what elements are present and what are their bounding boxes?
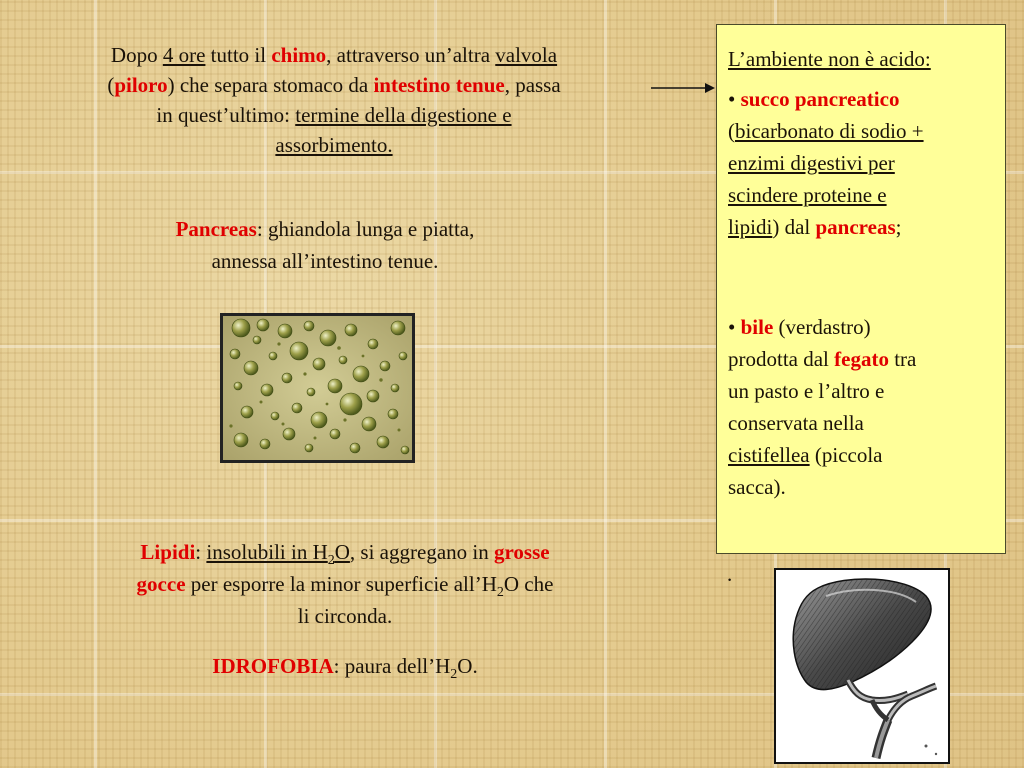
text-run: tutto il [205,43,272,67]
bullet1-line1 [728,83,995,115]
info-box-heading [728,43,995,75]
bullet2-line6 [728,471,995,503]
subscript: 2 [450,667,458,683]
text-run: , attraverso un’altra [326,43,496,67]
idrofobia-paragraph [100,650,590,682]
keyword-gocce: gocce [136,572,186,596]
text-run: ) che separa stomaco da [167,73,374,97]
lipid-line3 [40,600,650,632]
text-run [206,540,350,569]
text-run: : [195,540,207,564]
idrofobia-line [100,650,590,682]
text-run: li circonda. [297,604,393,628]
top-paragraph [14,40,654,160]
text-run: conservata nella [728,411,864,435]
text-run: (verdastro) [773,315,871,339]
bullet2-line4 [728,407,995,439]
top-paragraph-line2 [14,70,654,100]
bullet1-line4 [728,179,995,211]
text-run: : paura dell’H [333,654,451,678]
keyword-piloro: piloro [114,73,168,97]
gallbladder-illustration [774,568,950,764]
top-paragraph-line4 [14,130,654,160]
text-run: , si aggregano in [349,540,494,564]
text-run: Dopo [110,43,163,67]
text-run: insolubili in H [206,540,328,564]
bullet2-line1 [728,311,995,343]
text-run: un pasto e l’altro e [728,379,885,403]
info-box [716,24,1006,554]
bullet-pancreatic-juice [728,83,995,243]
top-paragraph-line1 [14,40,654,70]
text-run: O [334,540,350,564]
bullet-marker: • [728,87,741,111]
keyword-pancreas: pancreas [815,215,896,239]
text-run: scindere proteine e [728,183,887,207]
text-run: bicarbonato di sodio + [735,119,924,143]
text-run: ) dal [772,215,816,239]
keyword-grosse: grosse [493,540,550,564]
keyword-idrofobia: IDROFOBIA [212,654,334,678]
text-run: valvola [495,43,558,67]
pancreas-line2 [100,245,550,277]
keyword-succo-pancreatico: succo pancreatico [740,87,900,111]
text-run: cistifellea [728,443,810,467]
text-run: O. [457,654,478,678]
pancreas-paragraph [100,213,550,277]
subscript: 2 [496,585,504,601]
keyword-bile: bile [740,315,774,339]
micrograph-drawing [223,316,412,460]
keyword-lipidi: Lipidi [140,540,196,564]
text-run: ( [728,119,735,143]
text-run: 4 ore [162,43,206,67]
top-paragraph-line3 [14,100,654,130]
text-run: , passa [504,73,561,97]
text-run: termine della digestione e [295,103,512,127]
text-run: ; [895,215,902,239]
bullet2-line2 [728,343,995,375]
subscript: 2 [327,553,335,569]
bullet-marker: • [728,315,741,339]
text-run: in quest’ultimo: [156,103,296,127]
text-run: assorbimento. [275,133,393,157]
keyword-intestino-tenue: intestino tenue [373,73,505,97]
stray-dot: . [727,562,733,586]
text-run: annessa all’intestino tenue. [211,249,439,273]
bullet1-line2 [728,115,995,147]
pancreas-line1 [100,213,550,245]
keyword-chimo: chimo [271,43,327,67]
keyword-pancreas: Pancreas [175,217,257,241]
bullet2-line3 [728,375,995,407]
text-run: O che [503,572,554,596]
lipid-line1 [40,536,650,568]
lipid-paragraph [40,536,650,632]
bullet-bile [728,311,995,503]
keyword-fegato: fegato [834,347,889,371]
text-run: ( [107,73,115,97]
bullet2-line5 [728,439,995,471]
text-run: tra [888,347,917,371]
text-run: : ghiandola lunga e piatta, [256,217,475,241]
bullet1-line3 [728,147,995,179]
arrow-icon [651,82,715,94]
text-run: L’ambiente non è acido: [728,47,931,71]
text-run: per esporre la minor superficie all’H [185,572,497,596]
text-run: sacca). [728,475,786,499]
bullet1-line5 [728,211,995,243]
lipid-droplets-micrograph [220,313,415,463]
text-run: lipidi [728,215,773,239]
text-run: prodotta dal [728,347,835,371]
lipid-line2 [40,568,650,600]
text-run: enzimi digestivi per [728,151,895,175]
gallbladder-drawing [776,570,948,762]
text-run: (piccola [809,443,883,467]
